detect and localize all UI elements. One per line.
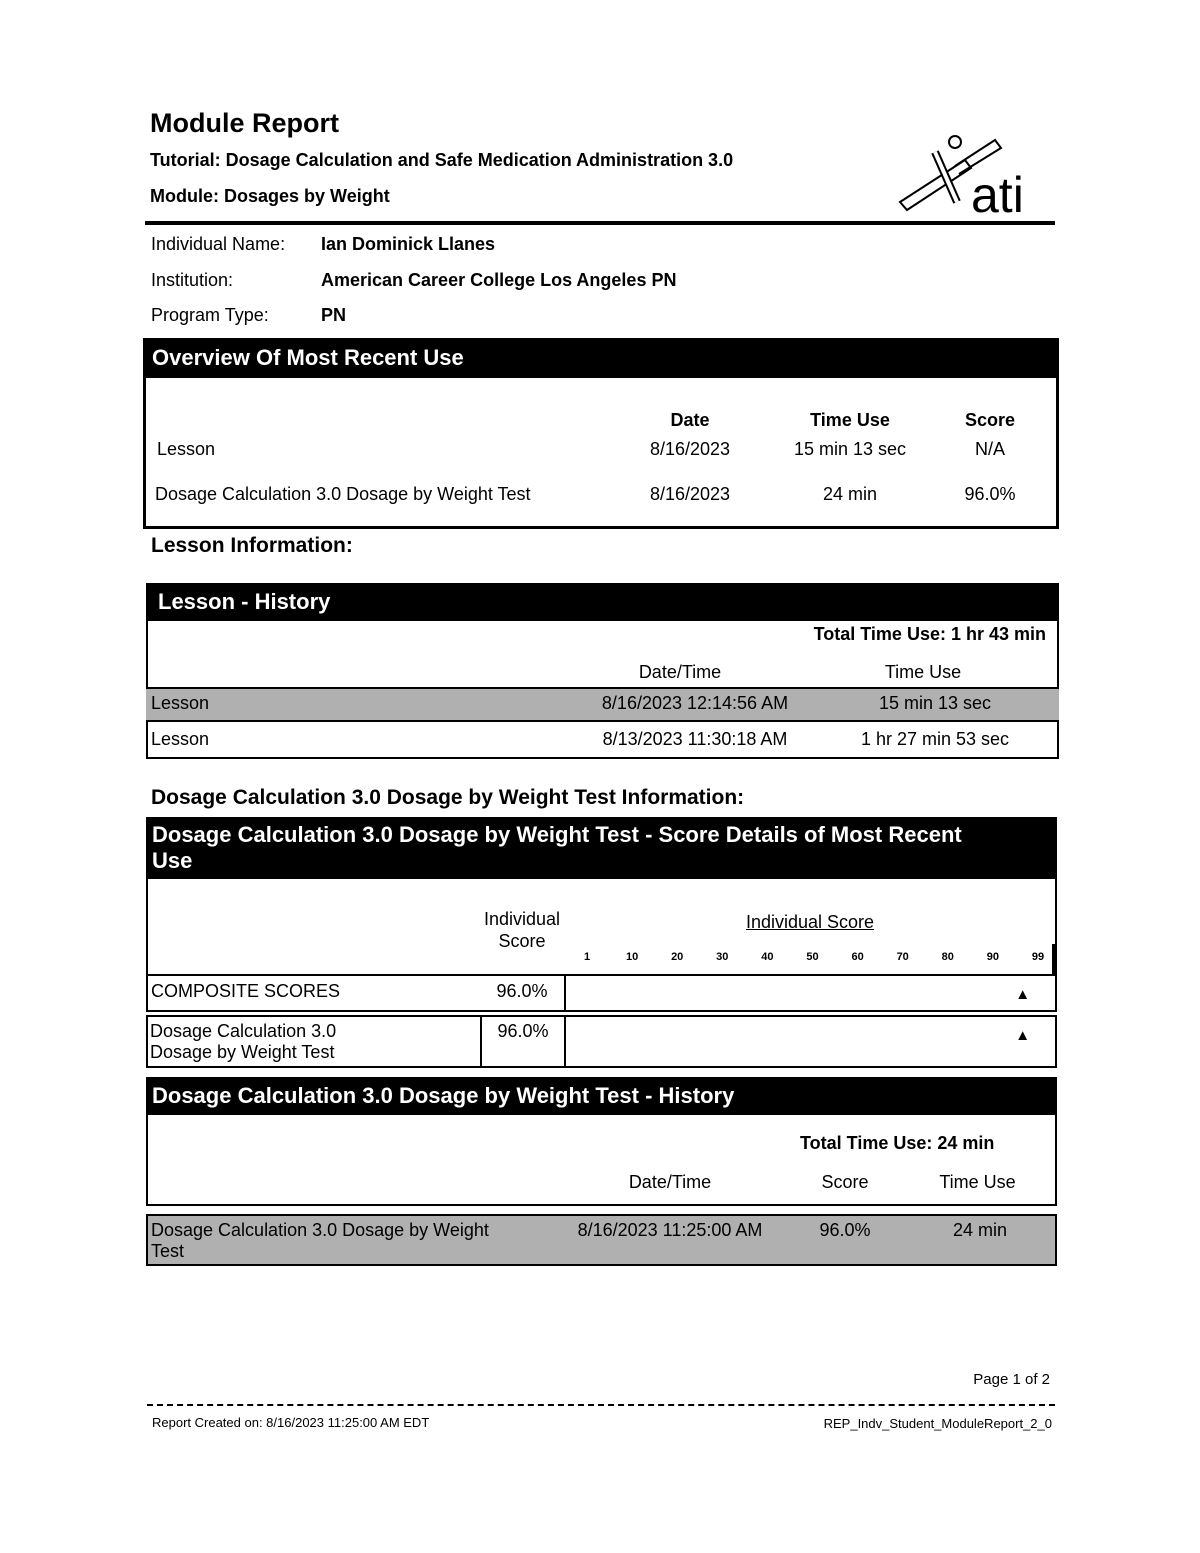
score-details-title (146, 817, 1057, 879)
overview-row-date: 8/16/2023 (649, 484, 731, 504)
test-header-datetime: Date/Time (628, 1172, 712, 1192)
header-rule (145, 221, 1055, 225)
test-history-row-time: 24 min (952, 1220, 1008, 1240)
overview-row-time: 24 min (822, 484, 878, 504)
test-row-name (150, 1021, 336, 1063)
name-value: Ian Dominick Llanes (321, 234, 496, 254)
lesson-row-time: 1 hr 27 min 53 sec (860, 729, 1010, 749)
test-header-time: Time Use (939, 1172, 1016, 1192)
lesson-row-datetime: 8/16/2023 12:14:56 AM (601, 693, 789, 713)
report-id: REP_Indv_Student_ModuleReport_2_0 (823, 1416, 1052, 1431)
test-header-score: Score (821, 1172, 869, 1192)
ati-logo (895, 132, 1045, 218)
lesson-row-name: Lesson (151, 729, 210, 749)
tutorial-subtitle: Tutorial: Dosage Calculation and Safe Medication Administration 3.0 (150, 150, 734, 170)
logo-text: ati (971, 167, 1024, 218)
scale-tick: 40 (761, 951, 774, 963)
lesson-header-datetime: Date/Time (638, 662, 722, 682)
module-subtitle: Module: Dosages by Weight (150, 186, 390, 206)
composite-row-score: 96.0% (496, 981, 548, 1001)
program-value: PN (321, 305, 347, 325)
report-created: Report Created on: 8/16/2023 11:25:00 AM EDT (152, 1415, 430, 1430)
score-marker: ▲ (1015, 986, 1031, 1003)
test-history-row-name-line1: Dosage Calculation 3.0 Dosage by Weight (151, 1220, 489, 1240)
page-title: Module Report (150, 108, 339, 138)
indiv-score-header-line2: Score (498, 931, 546, 951)
test-row-score: 96.0% (497, 1021, 549, 1041)
scale-title: Individual Score (745, 912, 875, 932)
scale-tick: 10 (625, 951, 639, 963)
program-label: Program Type: (151, 305, 269, 325)
institution-label: Institution: (151, 270, 234, 290)
overview-row-score: 96.0% (964, 484, 1016, 504)
overview-title: Overview Of Most Recent Use (143, 338, 1059, 378)
column-divider (564, 1015, 566, 1068)
scale-tick: 80 (941, 951, 954, 963)
lesson-row-datetime: 8/13/2023 11:30:18 AM (602, 729, 788, 749)
score-details-title-line2: Use (152, 848, 193, 873)
overview-row-name: Dosage Calculation 3.0 Dosage by Weight Test (155, 484, 531, 504)
lesson-header-time: Time Use (884, 662, 962, 682)
lesson-row-name: Lesson (151, 693, 210, 713)
overview-row-name: Lesson (157, 439, 216, 459)
scale-tick: 50 (806, 951, 819, 963)
scale-tick: 60 (851, 951, 864, 963)
overview-header-date: Date (670, 410, 710, 430)
test-row-name-line1: Dosage Calculation 3.0 (150, 1021, 337, 1041)
test-history-row-name-line2: Test (151, 1241, 185, 1261)
overview-header-score: Score (964, 410, 1016, 430)
scale-tick: 20 (671, 951, 684, 963)
test-row-name-line2: Dosage by Weight Test (150, 1042, 335, 1062)
column-divider (564, 974, 566, 1012)
scale-tick: 70 (896, 951, 909, 963)
score-details-title-line1: Dosage Calculation 3.0 Dosage by Weight Test - Score Details of Most Recent (152, 822, 962, 847)
name-label: Individual Name: (151, 234, 286, 254)
test-history-title: Dosage Calculation 3.0 Dosage by Weight Test - History (146, 1077, 1057, 1115)
test-history-row-name (151, 1220, 489, 1262)
institution-value: American Career College Los Angeles PN (321, 270, 677, 290)
lesson-row-time: 15 min 13 sec (878, 693, 992, 713)
overview-header-time: Time Use (810, 410, 890, 430)
indiv-score-header-line1: Individual (483, 909, 561, 929)
footer-divider (147, 1404, 1055, 1406)
test-info-heading: Dosage Calculation 3.0 Dosage by Weight Test Information: (151, 786, 745, 809)
scale-tick: 30 (716, 951, 729, 963)
indiv-score-header (462, 908, 582, 952)
test-history-row-score: 96.0% (819, 1220, 871, 1240)
scale-tick: 90 (986, 951, 1000, 963)
overview-row-date: 8/16/2023 (649, 439, 731, 459)
lesson-info-heading: Lesson Information: (151, 534, 353, 557)
overview-row-score: N/A (974, 439, 1005, 459)
scale-tick: 99 (1031, 951, 1045, 963)
score-marker: ▲ (1015, 1027, 1031, 1044)
composite-row-name: COMPOSITE SCORES (151, 981, 341, 1001)
scale-tick: 1 (583, 951, 591, 963)
lesson-total-time: Total Time Use: 1 hr 43 min (813, 624, 1046, 644)
overview-row-time: 15 min 13 sec (793, 439, 907, 459)
page-number: Page 1 of 2 (973, 1371, 1050, 1388)
test-history-row-datetime: 8/16/2023 11:25:00 AM (577, 1220, 763, 1240)
test-total-time: Total Time Use: 24 min (800, 1133, 995, 1153)
lesson-history-title: Lesson - History (146, 583, 1059, 621)
